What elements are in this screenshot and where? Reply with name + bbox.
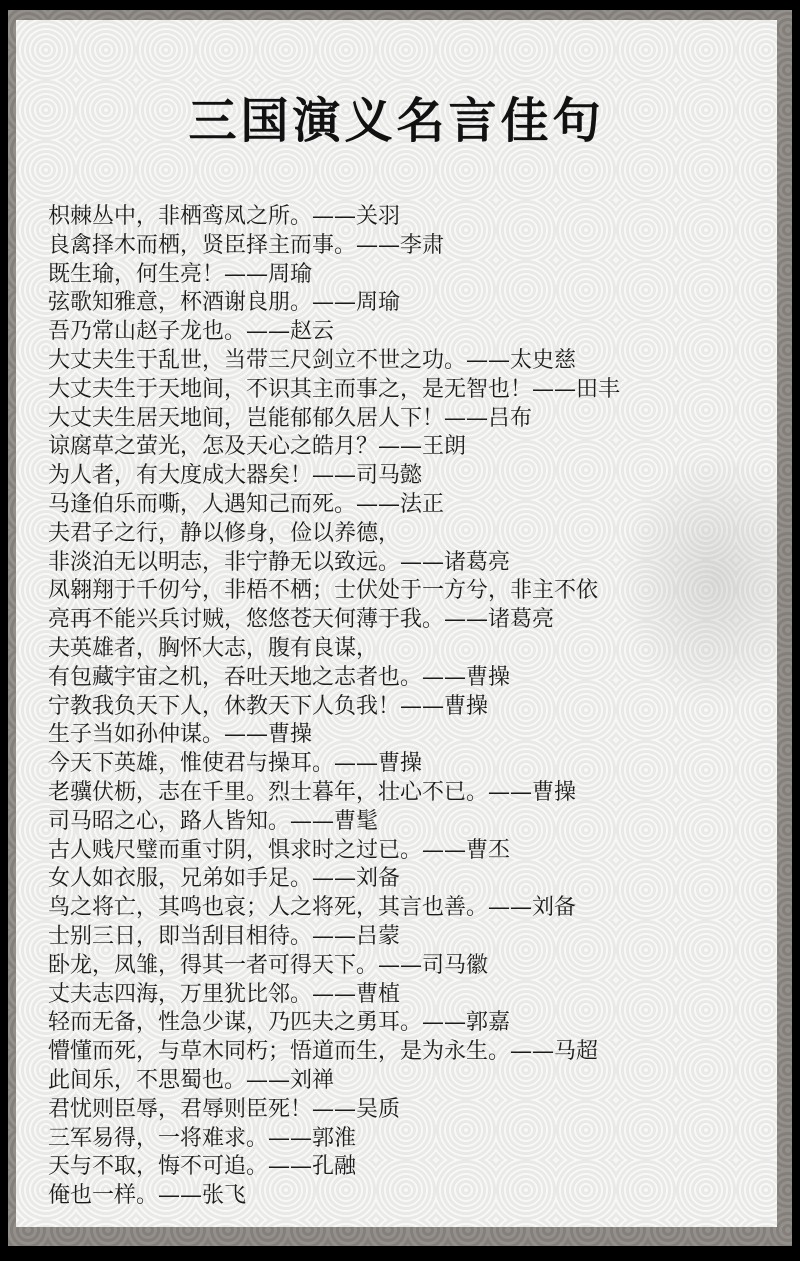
quote-line: 枳棘丛中，非栖鸾凤之所。——关羽 <box>48 204 401 229</box>
quote-line: 女人如衣服，兄弟如手足。——刘备 <box>48 866 401 892</box>
quote-line: 君忧则臣辱，君辱则臣死！——吴质 <box>48 1096 401 1122</box>
quote-list <box>48 203 777 1211</box>
quote-line: 古人贱尺璧而重寸阴，惧求时之过已。——曹丕 <box>48 837 511 863</box>
quote-line: 三军易得，一将难求。——郭淮 <box>48 1125 357 1151</box>
quote-line: 良禽择木而栖，贤臣择主而事。——李肃 <box>48 232 445 258</box>
quote-line: 为人者，有大度成大器矣！——司马懿 <box>48 463 423 489</box>
quote-line: 懵懂而死，与草木同朽；悟道而生，是为永生。——马超 <box>48 1039 599 1065</box>
quote-line: 此间乐，不思蜀也。——刘禅 <box>48 1067 335 1093</box>
quote-line: 有包藏宇宙之机，吞吐天地之志者也。——曹操 <box>48 664 511 690</box>
quote-line: 凤翱翔于千仞兮，非梧不栖；士伏处于一方兮，非主不依 <box>48 578 599 604</box>
quote-line: 弦歌知雅意，杯酒谢良朋。——周瑜 <box>48 290 401 316</box>
quote-line: 马逢伯乐而嘶，人遇知己而死。——法正 <box>48 491 445 517</box>
quote-line: 夫英雄者，胸怀大志，腹有良谋， <box>48 635 379 661</box>
quote-line: 今天下英雄，惟使君与操耳。——曹操 <box>48 751 423 777</box>
quote-line: 亮再不能兴兵讨贼，悠悠苍天何薄于我。——诸葛亮 <box>48 607 555 633</box>
quote-line: 宁教我负天下人，休教天下人负我！——曹操 <box>48 693 489 719</box>
quote-line: 丈夫志四海，万里犹比邻。——曹植 <box>48 981 401 1007</box>
quote-line: 鸟之将亡，其鸣也哀；人之将死，其言也善。——刘备 <box>48 895 577 921</box>
quote-line: 夫君子之行，静以修身，俭以养德， <box>48 520 401 546</box>
quote-line: 既生瑜，何生亮！——周瑜 <box>48 261 313 287</box>
quote-line: 士别三日，即当刮目相待。——吕蒙 <box>48 923 401 949</box>
page-title: 三国演义名言佳句 <box>188 93 605 149</box>
quote-line: 大丈夫生于乱世，当带三尺剑立不世之功。——太史慈 <box>48 347 577 373</box>
quote-line: 天与不取，悔不可追。——孔融 <box>48 1154 357 1180</box>
quote-line: 谅腐草之萤光，怎及天心之皓月？——王朗 <box>48 434 467 460</box>
quote-line: 轻而无备，性急少谋，乃匹夫之勇耳。——郭嘉 <box>48 1010 511 1036</box>
quote-line: 大丈夫生居天地间，岂能郁郁久居人下！——吕布 <box>48 405 533 431</box>
quote-line: 大丈夫生于天地间，不识其主而事之，是无智也！——田丰 <box>48 376 621 402</box>
quote-line: 老骥伏枥，志在千里。烈士暮年，壮心不已。——曹操 <box>48 779 577 805</box>
quote-line: 吾乃常山赵子龙也。——赵云 <box>48 319 335 345</box>
quote-line: 卧龙，凤雏，得其一者可得天下。——司马徽 <box>48 952 489 978</box>
quote-line: 司马昭之心，路人皆知。——曹髦 <box>48 808 379 834</box>
quote-line: 非淡泊无以明志，非宁静无以致远。——诸葛亮 <box>48 549 511 575</box>
quote-line: 生子当如孙仲谋。——曹操 <box>48 722 313 748</box>
quote-line: 俺也一样。——张飞 <box>48 1183 247 1209</box>
paper-sheet <box>16 20 777 1227</box>
